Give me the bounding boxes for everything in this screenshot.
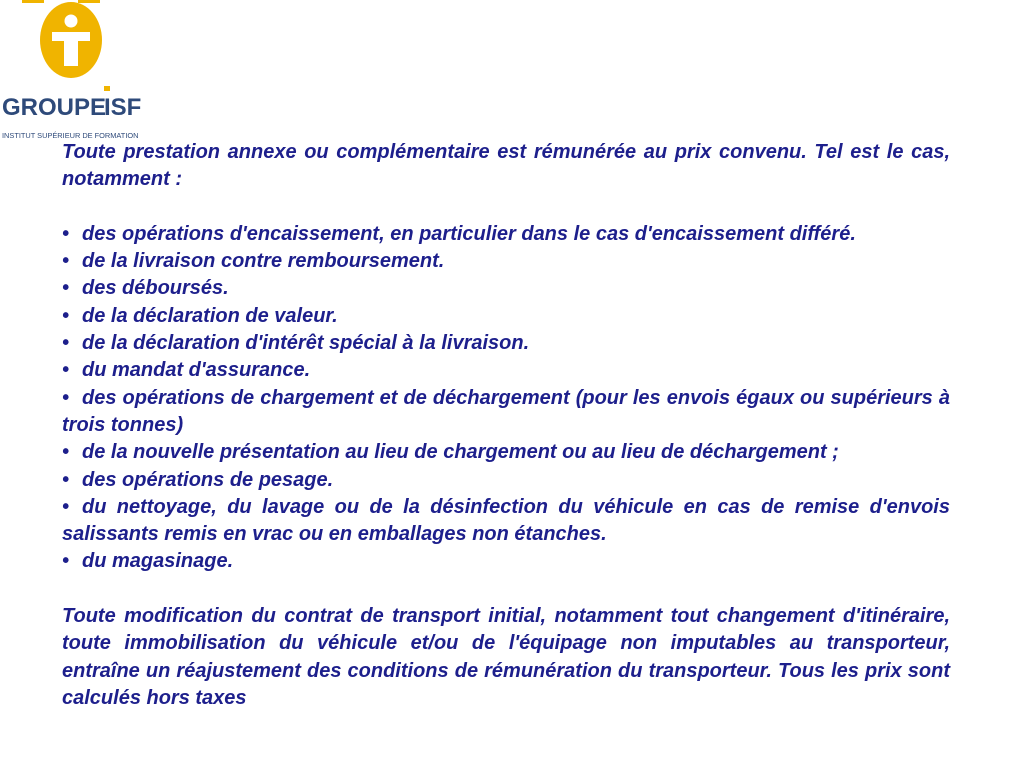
logo-graphic xyxy=(0,0,150,145)
list-item-text: des opérations d'encaissement, en particulier dans le cas d'encaissement différé. xyxy=(82,222,856,245)
spacer xyxy=(62,194,950,221)
list-item-text: de la livraison contre remboursement. xyxy=(82,250,445,273)
list-item xyxy=(62,357,950,384)
list-item xyxy=(62,221,950,248)
list-item xyxy=(62,303,950,330)
logo-person-head xyxy=(65,15,78,28)
groupe-isf-logo xyxy=(0,0,150,145)
bullet-marker: • xyxy=(62,359,70,382)
list-item xyxy=(62,275,950,302)
list-item-text: de la nouvelle présentation au lieu de chargement ou au lieu de déchargement ; xyxy=(82,441,839,464)
services-list xyxy=(62,221,950,576)
list-item-text: des opérations de chargement et de déchargement (pour les envois égaux ou supérieurs à trois tonnes) xyxy=(62,386,950,436)
list-item xyxy=(62,494,950,549)
list-item xyxy=(62,439,950,466)
list-item xyxy=(62,248,950,275)
list-item xyxy=(62,548,950,575)
bullet-marker: • xyxy=(62,250,70,273)
list-item-text: du magasinage. xyxy=(82,550,234,573)
list-item xyxy=(62,467,950,494)
conclusion-paragraph: Toute modification du contrat de transport initial, notamment tout changement d'itinéraire, toute immobilisation du véhicule et/ou de l'équipage non imputables au transporteur, entraîne un réajustement des conditions de rémunération du transporteur. Tous les prix sont calculés hors taxes xyxy=(62,605,950,709)
bullet-marker: • xyxy=(62,386,70,409)
spacer xyxy=(62,576,950,603)
logo-top-bar-left xyxy=(22,0,44,3)
bullet-marker: • xyxy=(62,304,70,327)
bullet-marker: • xyxy=(62,332,70,355)
logo-top-bar-right xyxy=(78,0,100,3)
list-item-text: du mandat d'assurance. xyxy=(82,359,311,382)
list-item-text: de la déclaration de valeur. xyxy=(82,304,338,327)
list-item-text: des opérations de pesage. xyxy=(82,468,334,491)
list-item-text: du nettoyage, du lavage ou de la désinfection du véhicule en cas de remise d'envois salissants remis en vrac ou en emballages non étanches. xyxy=(62,495,950,546)
bullet-marker: • xyxy=(62,441,70,464)
bullet-marker: • xyxy=(62,550,70,573)
list-item xyxy=(62,330,950,357)
list-item-text: de la déclaration d'intérêt spécial à la livraison. xyxy=(82,332,530,355)
logo-tagline: INSTITUT SUPÉRIEUR DE FORMATION xyxy=(2,131,139,140)
bullet-marker: • xyxy=(62,468,70,491)
intro-paragraph: Toute prestation annexe ou complémentaire est rémunérée au prix convenu. Tel est le cas, notamment : xyxy=(62,141,950,191)
logo-name: GROUPE xyxy=(2,94,107,121)
logo-name-isf: ISF xyxy=(104,94,142,121)
slide-body xyxy=(62,139,950,712)
bullet-marker: • xyxy=(62,222,70,245)
list-item xyxy=(62,385,950,440)
logo-dot xyxy=(104,86,110,91)
bullet-marker: • xyxy=(62,495,70,518)
list-item-text: des déboursés. xyxy=(82,277,229,300)
bullet-marker: • xyxy=(62,277,70,300)
